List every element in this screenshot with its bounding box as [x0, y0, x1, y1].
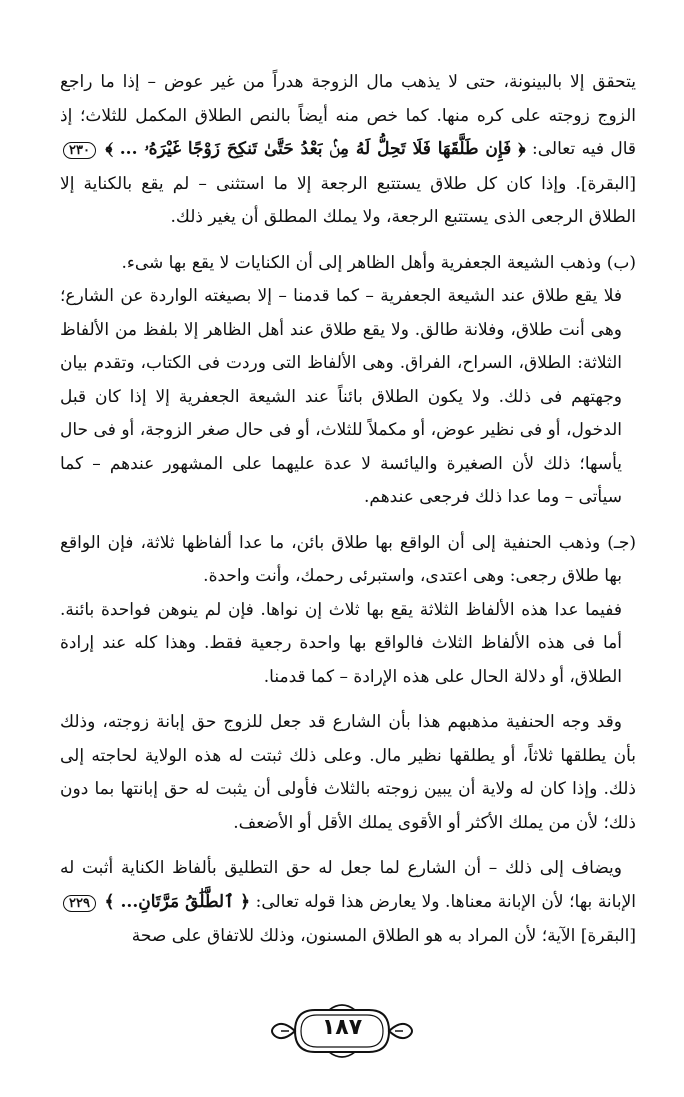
verse-number-230: ٢٣٠ [63, 142, 96, 159]
quran-verse-230: ﴿ فَإِن طَلَّقَهَا فَلَا تَحِلُّ لَهُ مِنۢ بَعْدُ حَتَّىٰ تَنكِحَ زَوْجًا غَيْرَهُۥ ... ﴾ [105, 139, 526, 159]
paragraph-1-text: يتحقق إلا بالبينونة، حتى لا يذهب مال الزوجة هدراً من غير عوض – إذا ما راجع الزوج زوجته على كره منها. كما خص منه أيضاً بالنص الطلاق المكمل للثلاث؛ إذ قال فيه تعالى: [60, 72, 637, 159]
paragraph-4 [60, 706, 636, 840]
page-body [60, 66, 636, 954]
paragraph-3-body: ففيما عدا هذه الألفاظ الثلاثة يقع بها ثلاث إن نواها. فإن لم ينوهن فواحدة بائنة. أما فى هذه الألفاظ الثلاث فالواقع بها واحدة رجعية فقط. وهذا كله عند إرادة الطلاق، أو دلالة الحال على هذه الإرادة – كما قدمنا. [60, 599, 622, 687]
paragraph-4-text: وقد وجه الحنفية مذهبهم هذا بأن الشارع قد جعل للزوج حق إبانة زوجته، وذلك بأن يطلقها ثلاثاً، أو يطلقها نظير مال. وعلى ذلك ثبتت له هذه الولاية لحاجته إلى ذلك. وإذا كان له ولاية أن يبين زوجته بالثلاث فأولى أن يثبت له حق إبانتها بما دون ذلك؛ لأن من يملك الأكثر أو الأقوى يملك الأقل أو الأضعف. [60, 712, 636, 833]
quran-verse-229: ﴿ ٱلطَّلَٰقُ مَرَّتَانِ... ﴾ [104, 891, 251, 912]
paragraph-3-lead: (جـ) وذهب الحنفية إلى أن الواقع بها طلاق بائن، ما عدا ألفاظها ثلاثة، فإن الواقع بها طلاق رجعى: وهى اعتدى، واستبرئى رحمك، وأنت واحدة. [60, 532, 636, 586]
page-number-frame [267, 1000, 417, 1062]
verse-number-229: ٢٢٩ [63, 895, 96, 912]
paragraph-1-continuation: [البقرة]. وإذا كان كل طلاق يستتبع الرجعة إلا ما استثنى – لم يقع بالكناية إلا الطلاق الرجعى الذى يستتبع الرجعة، ولا يملك المطلق أن يغير ذلك. [60, 173, 636, 227]
paragraph-5-text: ويضاف إلى ذلك – أن الشارع لما جعل له حق التطليق بألفاظ الكناية أثبت له الإبانة بها؛ لأن الإبانة معناها. ولا يعارض هذا قوله تعالى: [60, 858, 636, 912]
paragraph-5-continuation: [البقرة] الآية؛ لأن المراد به هو الطلاق المسنون، وذلك للاتفاق على صحة [131, 926, 636, 946]
paragraph-3 [60, 527, 636, 695]
paragraph-2 [60, 247, 636, 515]
page-number: ١٨٧ [321, 1015, 363, 1040]
paragraph-2-body: فلا يقع طلاق عند الشيعة الجعفرية – كما قدمنا – إلا بصيغته الواردة عن الشارع؛ وهى أنت طلاق، وفلانة طالق. ولا يقع طلاق عند أهل الظاهر إلا بلفظ من الألفاظ الثلاثة: الطلاق، السراح، الفراق. وهى الألفاظ التى وردت فى الكتاب، وتقدم بيان وجهتهم فى ذلك. ولا يكون الطلاق بائناً عند الشيعة الجعفرية إلا إذا كان قبل الدخول، أو فى نظير عوض، أو مكملاً للثلاث، أو فى حال صغر الزوجة، أو فى حال يأسها؛ ذلك لأن الصغيرة واليائسة لا عدة عليهما على المشهور عندهم – كما سيأتى – وما عدا ذلك فرجعى عندهم. [60, 286, 622, 507]
paragraph-2-lead: (ب) وذهب الشيعة الجعفرية وأهل الظاهر إلى أن الكنايات لا يقع بها شىء. [121, 252, 636, 273]
paragraph-1 [60, 66, 636, 235]
paragraph-5 [60, 852, 636, 954]
